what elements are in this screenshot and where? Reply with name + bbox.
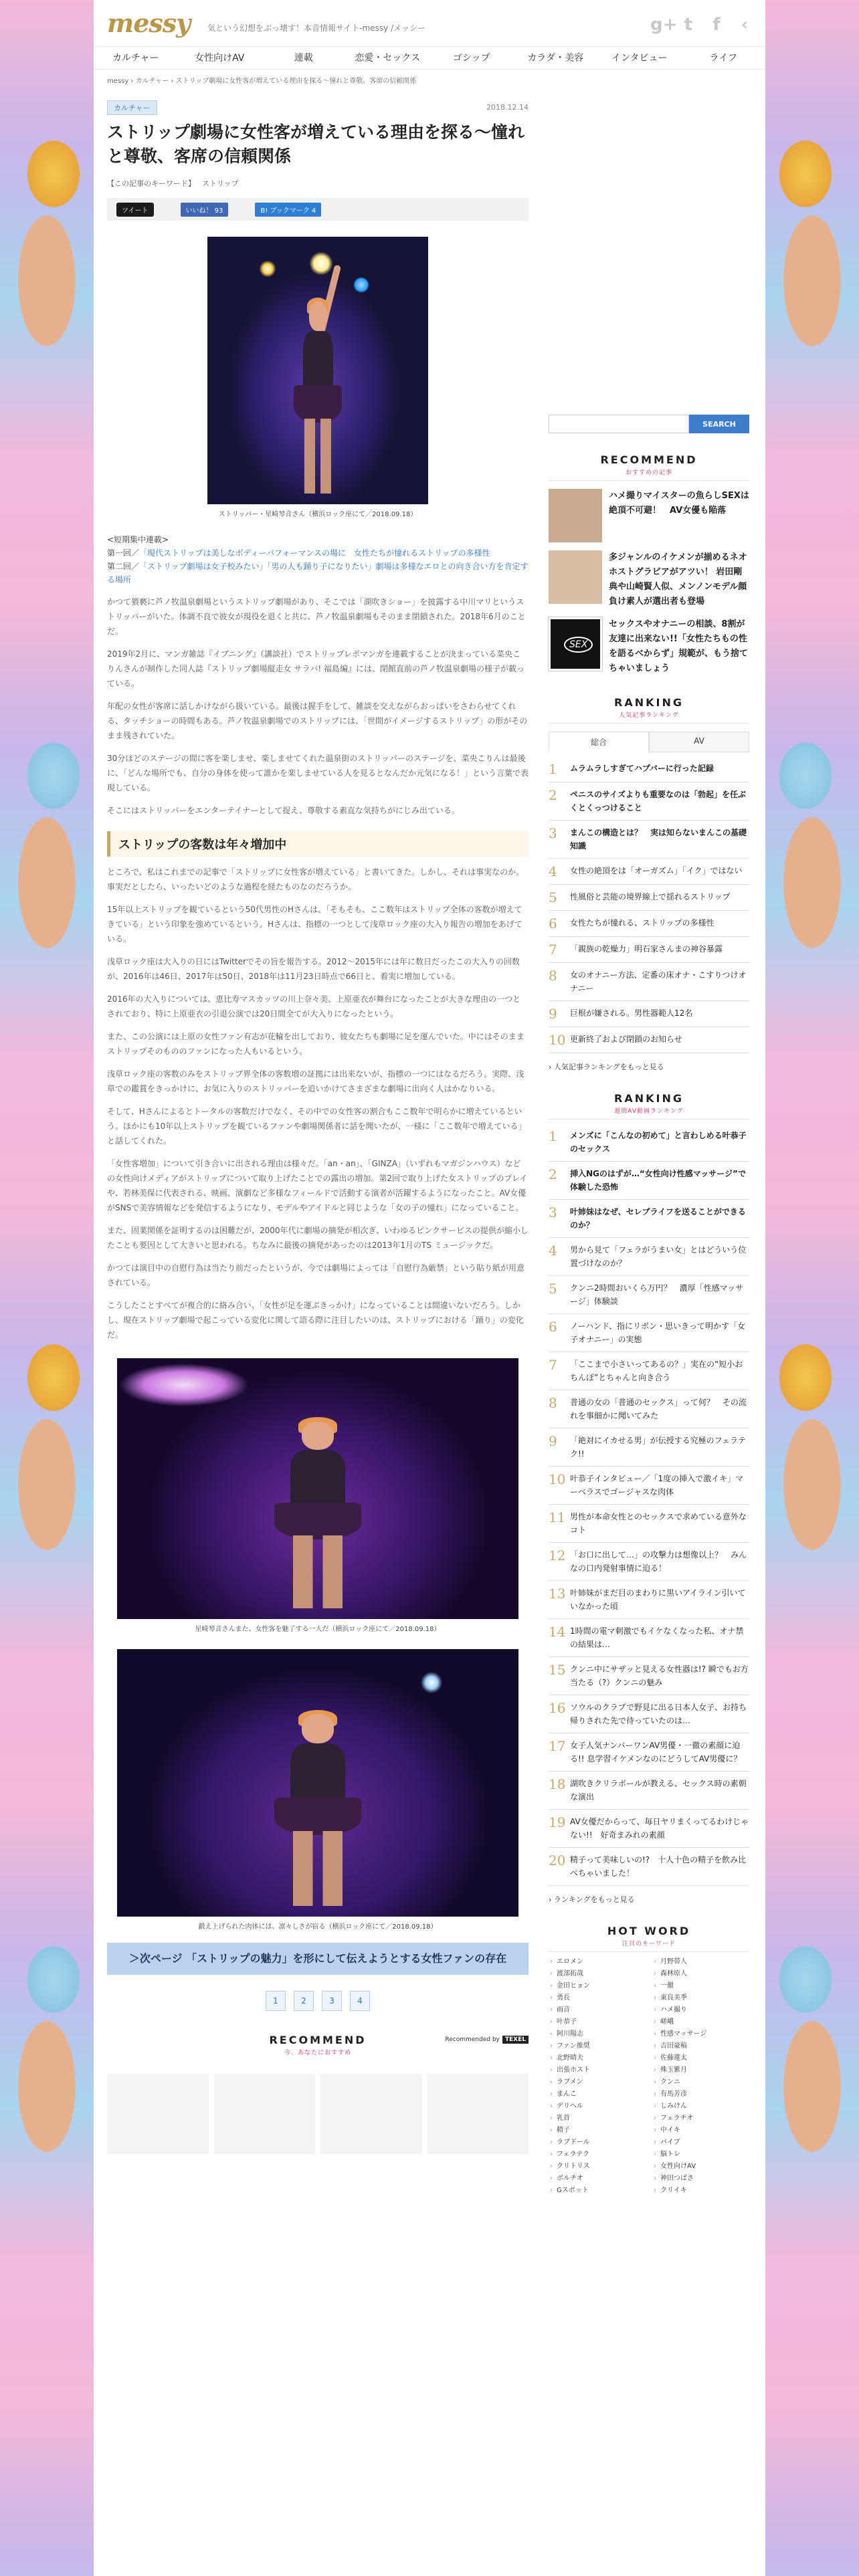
hotword-link[interactable]: › エロメン [549, 1956, 646, 1968]
ranking-item[interactable] [549, 1123, 749, 1162]
rank-title: クンニ中にサザッと見える女性器は!? 瞬でもお方当たる（?）クンニの魅み [570, 1665, 749, 1687]
ranking-item[interactable] [549, 963, 749, 1001]
recommend-tiles [107, 2074, 529, 2154]
paragraph: そして、Hさんによるとトータルの客数だけでなく、その中での女性客の割合もここ数年で明らかに増えているという。ほかにも10年以上ストリップを観ているファンや劇場関係者に話を聞いたが、一様に「ここ数年で増えている」と話してくれた。 [107, 1107, 527, 1146]
rank-number: 7 [549, 942, 557, 958]
texel-logo[interactable]: TEXEL [502, 2036, 529, 2044]
photo-caption-2: 星崎琴音さんまた、女性客を魅了する一人だ（横浜ロック座にて／2018.09.18） [195, 1626, 441, 1633]
rank-number: 18 [549, 1776, 566, 1792]
photo-caption-3: 鍛え上げられた肉体には、凛々しさが宿る（横浜ロック座にて／2018.09.18） [198, 1923, 438, 1931]
ranking-item[interactable] [549, 1467, 749, 1505]
rank-title: 「お口に出して…」の攻撃力は想像以上？ みんなの口内発射事情に迫る！ [570, 1550, 747, 1573]
bottom-recommend-sub: 今、あなたにおすすめ [284, 2050, 352, 2056]
rank-title: ソウルのクラブで野見に出る日本人女子、お持ち帰りされた先で待っていたのは… [570, 1703, 747, 1725]
recommend-title: セックスやオナニーの相談、8割が友達に出来ない!!「女性たちもの性を語るべからず」規範が、もう捨てちゃいましょう [609, 619, 749, 673]
rank-number: 10 [549, 1032, 566, 1048]
ranking-list [549, 756, 749, 1053]
rank-title: ペニスのサイズよりも重要なのは「勃起」を任ぶくとくっつけること [570, 790, 747, 813]
keyword-link[interactable]: ストリップ [202, 179, 239, 188]
rank-number: 9 [549, 1006, 557, 1022]
ranking-item[interactable] [549, 1581, 749, 1619]
bottom-recommend [107, 2034, 529, 2154]
hotword-link[interactable]: › 勇長 [549, 1992, 646, 2004]
ranking-item[interactable] [549, 1390, 749, 1428]
series-link-2[interactable]: 「ストリップ劇場は女子校みたい」「男の人も踊り子になりたい」劇場は多様なエロとの向き合い方を肯定する場所 [107, 562, 529, 584]
bottom-recommend-heading: RECOMMEND [269, 2034, 367, 2046]
recommend-title: 多ジャンルのイケメンが揃めるネオホストグラビアがアツい！ 岩田剛典や山崎賢人似、メンノンモデル顔負け素人が選出者も登場 [609, 552, 747, 607]
hotword-link[interactable]: › 雨音 [549, 2004, 646, 2016]
hotword-link[interactable]: › 佐藤蓮太 [652, 2052, 749, 2064]
ranking-item[interactable] [549, 1001, 749, 1027]
hotword-link[interactable]: › ハメ撮り [652, 2004, 749, 2016]
rank-title: 叶姉妹はなぜ、セレブライフを送ることができるのか？ [570, 1207, 746, 1230]
hotword-link[interactable]: › 神田つばさ [652, 2173, 749, 2185]
ranking-item[interactable] [549, 859, 749, 885]
sidebar-recommend-heading: RECOMMEND [600, 453, 698, 466]
ranking-item[interactable] [549, 1657, 749, 1695]
hotword-link[interactable]: › 嵯峨 [652, 2016, 749, 2028]
dancer-figure [280, 285, 355, 494]
series-link-1[interactable]: 「現代ストリップは美しなボディーパフォーマンスの場に 女性たちが憧れるストリップの多様性 [139, 548, 490, 558]
ranking-item[interactable] [549, 1027, 749, 1053]
rank-title: 叶姉妹がまだ目のまわりに黒いアイライン引いていなかった頃 [570, 1588, 746, 1611]
google-plus-icon[interactable]: g+ [650, 15, 678, 35]
twitter-icon[interactable]: t [684, 15, 693, 35]
ranking-more-link[interactable]: › 人気記事ランキングをもっと見る [549, 1063, 664, 1071]
rank-title: メンズに「こんなの初めて」と言わしめる叶恭子のセックス [570, 1131, 747, 1154]
keyword-row [107, 178, 529, 189]
rank-title: クンニ2時間おいくら万円？ 濃厚「性感マッサージ」体験談 [570, 1283, 744, 1306]
hotword-link[interactable]: › 月野帯人 [652, 1956, 749, 1968]
rank-number: 8 [549, 968, 557, 984]
recommended-by-label: Recommended by [445, 2036, 500, 2043]
rank-number: 15 [549, 1662, 566, 1678]
paragraph: こうしたことすべてが複合的に絡み合い、「女性が足を運ぶきっかけ」になっていることは間違いないだろう。しかし、現在ストリップ劇場で起こっている変化に関して語る際に注目したいのは、ストリップにおける「踊り」の変化だ。 [107, 1301, 524, 1339]
rank-number: 4 [549, 863, 557, 879]
share-bar [107, 198, 529, 221]
hotword-link[interactable]: › 中イキ [652, 2125, 749, 2137]
hotword-link[interactable]: › 女性向けAV [652, 2161, 749, 2173]
ranking-title [549, 696, 749, 724]
series-heading: <短期集中連載> [107, 535, 169, 544]
paragraph: 浅草ロック座は大入りの日にはTwitterでその旨を報告する。2012〜2015年には年に数日だったこの大入りの回数が、2016年は46日、2017年は50日、2018年は11月23日時点で66日と、着実に増加している。 [107, 957, 520, 981]
nav-item-series[interactable]: 連載 [294, 53, 313, 64]
site-tagline: 気という幻想をぶっ壊す！本音情報サイト-messy /メッシー [207, 23, 426, 33]
rank-title: AV女優だからって、毎日ヤリまくってるわけじゃない!! 好奇まみれの素顔 [570, 1817, 749, 1840]
recommend-item[interactable] [549, 550, 749, 609]
rank-number: 3 [549, 1204, 557, 1220]
weekly-ranking-list [549, 1123, 749, 1886]
ranking-item[interactable] [549, 885, 749, 911]
recommend-tile[interactable] [427, 2074, 529, 2154]
paragraph: 2019年2月に、マンガ雑誌『イブニング』（講談社）でストリップレポマンガを連載することが決まっている菜央こりんさんが制作した同人誌『ストリップ劇場縦走女 サラバ! 福島編』には、閉館直前の芦ノ牧温泉劇場の様子が載っている。 [107, 649, 524, 688]
next-page-label: ＞次ページ [128, 1952, 183, 1965]
rank-title: 精子って美味しいの!? 十人十色の精子を飲み比べちゃいました！ [570, 1855, 747, 1878]
rank-title: ノーハンド、指にリボン・思いきって明かす「女子オナニー」の実態 [570, 1321, 745, 1344]
sidebar [549, 100, 749, 2197]
paragraph: ところで、私はこれまでの記事で「ストリップに女性客が増えている」と書いてきた。しかし、それは事実なのか。事実だとしたら、いったいどのような過程を経たものなのだろうか。 [107, 867, 524, 891]
ranking-item[interactable] [549, 1314, 749, 1352]
rank-number: 2 [549, 1166, 557, 1182]
rank-title: 女子人気ナンバーワンAV男優・一徹の素顔に迫る!! 息学習イケメンなのにどうしてAV男優に？ [570, 1741, 742, 1763]
photo-caption-1: ストリッパー・星崎琴音さん（横浜ロック座にて／2018.09.18） [218, 511, 417, 518]
hotword-link[interactable]: › Gスポット [549, 2185, 646, 2197]
publish-date: 2018.12.14 [486, 103, 529, 112]
page-3-link[interactable]: 3 [322, 1991, 342, 2011]
page-1-link[interactable]: 1 [266, 1991, 286, 2011]
sidebar-recommend-sub: おすすめの記事 [625, 469, 673, 476]
recommend-tile[interactable] [320, 2074, 422, 2154]
hotword-link[interactable]: › ボルチオ [549, 2173, 646, 2185]
rank-number: 17 [549, 1738, 566, 1754]
tab-av[interactable]: AV [649, 732, 749, 752]
rank-number: 8 [549, 1395, 557, 1411]
page-2-link[interactable]: 2 [294, 1991, 314, 2011]
rank-number: 1 [549, 1128, 557, 1144]
paragraph: また、固業関係を証明するのは困難だが、2000年代に劇場の摘発が相次ぎ、いわゆるピンクサービスの提供が縮小したことも要因として大きいと思われる。ちなみに最後の摘発があったのは2013年1月のTS ミュージックだ。 [107, 1226, 529, 1250]
hotword-link[interactable]: › 有馬芳彦 [652, 2088, 749, 2101]
nav-item-gossip[interactable]: ゴシップ [452, 53, 490, 64]
rank-title: ムラムラしすぎてハプバーに行った記録 [570, 764, 714, 773]
rank-title: 湖吹きクリラボールが教える、セックス時の素朝な演出 [570, 1779, 747, 1802]
ranking-tabs [549, 732, 749, 752]
ranking-item[interactable] [549, 1619, 749, 1657]
paragraph: かつて猥褻に芦ノ牧温泉劇場というストリップ劇場があり、そこでは「湖吹きショー」を披露する中川マリというストリッパーがいた。体調不良で彼女が現役を退くと共に、芦ノ牧温泉劇場もそのまま閉鎖された。2018年6月のことだ。 [107, 597, 526, 636]
rank-number: 19 [549, 1814, 566, 1830]
hotword-link[interactable]: › 吉田豪稿 [652, 2040, 749, 2052]
hotword-link[interactable]: › 北野晴夫 [549, 2052, 646, 2064]
ranking-item[interactable] [549, 937, 749, 963]
ranking-item[interactable] [549, 911, 749, 937]
next-page-link[interactable] [107, 1943, 529, 1975]
article-photo-2 [117, 1358, 518, 1619]
search-input[interactable] [549, 415, 689, 433]
rank-title: 普通の女の「普通のセックス」って何？ その流れを事細かに聞いてみた [570, 1398, 747, 1420]
rank-title: 性風俗と芸能の境界線上で揺れるストリップ [570, 892, 731, 901]
hotword-link[interactable]: › クンニ [652, 2076, 749, 2088]
rank-number: 20 [549, 1852, 566, 1868]
recommend-thumbnail [549, 489, 602, 542]
rank-number: 2 [549, 787, 557, 803]
ranking-item[interactable] [549, 1276, 749, 1314]
nav-item-love-sex[interactable]: 恋愛・セックス [355, 53, 421, 64]
pagination [107, 1991, 529, 2011]
hotword-link[interactable]: › 出張ホスト [549, 2064, 646, 2076]
paragraph: 2016年の大入りについては、恵比寿マスカッツの川上奈々美、上原亜衣が舞台になったことが大きな理由の一つとされており、特に上原亜衣の引退公演では20日間全てが大入りになったという。 [107, 994, 521, 1018]
ranking-item[interactable] [549, 1162, 749, 1200]
nav-item-interview[interactable]: インタビュー [611, 53, 668, 64]
rank-number: 4 [549, 1243, 557, 1259]
rank-number: 6 [549, 1319, 557, 1335]
weekly-ranking-heading: RANKING [614, 1092, 684, 1105]
paragraph: 浅草ロック座の客数のみをストリップ界全体の客数増の証拠には出来ないが、指標の一つにはなるだろう。実際、浅草での鑑賞をきっかけに、お気に入りのストリッパーを追いかけてさまざまな劇場に出向く人はかなりいる。 [107, 1069, 524, 1093]
rank-title: 女性の絶頂をは「オーガズム」「イク」ではない [570, 866, 743, 875]
rank-number: 16 [549, 1700, 566, 1716]
weekly-ranking-title [549, 1092, 749, 1119]
hotword-heading: HOT WORD [607, 1925, 691, 1937]
category-badge[interactable]: カルチャー [107, 100, 157, 115]
header [94, 0, 765, 47]
series-links [107, 533, 529, 586]
paragraph: 年配の女性が客席に話しかけながら扱いている。最後は握手をして、雑談を交えながらおっぱいをさわらせてくれる、タッチショーの時間もある。芦ノ牧温泉劇場でのストリップには、「世間がイメージするストリップ」の形がそのまま残されていた。 [107, 702, 528, 740]
rank-number: 3 [549, 825, 557, 841]
ranking-item[interactable] [549, 1238, 749, 1276]
ranking-item[interactable] [549, 1428, 749, 1467]
hotword-link[interactable]: › ファン推奨 [549, 2040, 646, 2052]
next-page-title: 「ストリップの魅力」を形にして伝えようとする女性ファンの存在 [186, 1952, 507, 1965]
nav-item-women-av[interactable]: 女性向けAV [195, 53, 245, 64]
rank-title: 「ここまで小さいってあるの？」実在の“短小おちんぽ”とちゃんと向き合う [570, 1360, 743, 1382]
ranking-sub: 人気記事ランキング [619, 712, 679, 719]
recommend-item[interactable] [549, 617, 749, 676]
rank-number: 12 [549, 1547, 566, 1564]
rank-title: 叶恭子インタビュー／「1度の挿入で激イキ」マーベラスでゴージャスな肉体 [570, 1474, 744, 1497]
facebook-like-button[interactable]: いいね！ 93 [181, 203, 229, 217]
nav-item-life[interactable]: ライフ [709, 53, 737, 64]
ranking-item[interactable] [549, 1352, 749, 1390]
rank-title: まんこの構造とは？ 実は知らないまんこの基礎知識 [570, 828, 747, 851]
hotword-link[interactable]: › フェラテク [549, 2149, 646, 2161]
recommend-thumbnail [549, 617, 602, 671]
ranking-item[interactable] [549, 782, 749, 821]
recommend-thumbnail [549, 550, 602, 604]
rank-number: 7 [549, 1357, 557, 1373]
rank-number: 10 [549, 1471, 566, 1487]
rank-number: 5 [549, 1281, 557, 1297]
sidebar-recommend-title [549, 453, 749, 481]
hotword-link[interactable]: › 乳首 [549, 2113, 646, 2125]
search-form [549, 415, 749, 433]
ranking-item[interactable] [549, 1848, 749, 1886]
hotword-link[interactable]: › 森林原人 [652, 1968, 749, 1980]
nav-item-culture[interactable]: カルチャー [112, 53, 159, 64]
paragraph: また、この公演には上原の女性ファン有志が花輪を出しており、彼女たちも劇場に足を運んでいた。中にはそのままストリップそのもののファンになった人もいるという。 [107, 1032, 524, 1056]
article-photo-1 [207, 237, 428, 504]
hotword-link[interactable]: › 脳トレ [652, 2149, 749, 2161]
paragraph: 15年以上ストリップを観ているという50代男性のHさんは、「そもそも、ここ数年はストリップ全体の客数が増えてきている」という印象を強めているという。Hさんは、指標の一つとして浅草ロック座の大入り報告の増加をあげている。 [107, 905, 522, 944]
hotword-link[interactable]: › まんこ [549, 2088, 646, 2101]
article-title: ストリップ劇場に女性客が増えている理由を探る〜憧れと尊敬、客席の信頼関係 [107, 122, 525, 166]
rank-number: 13 [549, 1586, 566, 1602]
hatena-bookmark-button[interactable]: B! ブックマーク 4 [255, 203, 321, 217]
ranking-item[interactable] [549, 756, 749, 782]
paragraph: そこにはストリッパーをエンターテイナーとして捉え、尊敬する素直な気持ちがにじみ出ている。 [107, 806, 460, 815]
rank-title: 「絶対にイカせる男」が伝授する究極のフェラテク!! [570, 1436, 747, 1459]
rank-number: 11 [549, 1509, 566, 1525]
section-heading: ストリップの客数は年々増加中 [107, 831, 529, 857]
hotword-link[interactable]: › ラブメン [549, 2076, 646, 2088]
global-nav [94, 47, 765, 70]
breadcrumb[interactable]: messy › カルチャー › ストリップ劇場に女性客が増えている理由を探る〜憧れと尊敬、客席の信頼関係 [107, 78, 417, 85]
ranking-more-label: 人気記事ランキングをもっと見る [553, 1063, 664, 1071]
paragraph: かつては演目中の自慰行為は当たり前だったというが、今では劇場によっては「自慰行為厳禁」という貼り紙が用意されている。 [107, 1263, 525, 1287]
hotword-link[interactable]: › 渡部拓哉 [549, 1968, 646, 1980]
ranking-item[interactable] [549, 1505, 749, 1543]
tab-overall[interactable]: 総合 [549, 732, 649, 752]
hotword-link[interactable]: › クリトリス [549, 2161, 646, 2173]
dancer-figure [250, 1405, 386, 1608]
recommend-item[interactable] [549, 489, 749, 542]
social-links [650, 15, 755, 35]
rank-title: 「親族の乾燥力」明石家さんまの神谷暴露 [570, 944, 723, 954]
rank-number: 6 [549, 916, 557, 932]
feedly-icon[interactable]: ‹ [741, 15, 749, 35]
rank-title: 男性が本命女性とのセックスで求めている意外なコト [570, 1512, 747, 1535]
rank-number: 9 [549, 1433, 557, 1449]
rank-title: 女性たちが憧れる、ストリップの多様性 [570, 918, 714, 928]
ranking-item[interactable] [549, 1733, 749, 1772]
ranking-item[interactable] [549, 1200, 749, 1238]
hotword-link[interactable]: › 性感マッサージ [652, 2028, 749, 2040]
rank-number: 14 [549, 1624, 566, 1640]
ranking-item[interactable] [549, 1543, 749, 1581]
rank-title: 巨根が嫌される。男性器範人12名 [570, 1008, 693, 1018]
hotword-link[interactable]: › 金田ヒョン [549, 1980, 646, 1992]
hotword-link[interactable]: › 叶恭子 [549, 2016, 646, 2028]
ranking-item[interactable] [549, 1695, 749, 1733]
series-2-prefix: 第二回／ [107, 562, 140, 571]
page-4-link[interactable]: 4 [350, 1991, 370, 2011]
page-container [94, 0, 765, 2576]
hotword-link[interactable]: › 殊玉紫月 [652, 2064, 749, 2076]
site-logo[interactable]: messy [107, 8, 191, 38]
rank-number: 5 [549, 889, 557, 905]
hotword-link[interactable]: › 一徹 [652, 1980, 749, 1992]
paragraph: 30分ほどのステージの間に客を楽しませ、楽しませてくれた温泉街のストリッパーのステージを、菜央こりんは最後に、「どんな場所でも、自分の身体を使って誰かを楽しませている人を見るとなんだか元気になる！」という言葉で表現している。 [107, 754, 529, 792]
nav-item-body-beauty[interactable]: カラダ・美容 [527, 53, 584, 64]
rank-title: 挿入NGのはずが…“女性向け性感マッサージ”で体験した恐怖 [570, 1169, 746, 1192]
keyword-label: 【この記事のキーワード】 [107, 179, 195, 188]
weekly-ranking-more-link[interactable]: › ランキングをもっと見る [549, 1895, 635, 1904]
bottom-recommend-title [107, 2034, 529, 2056]
hotword-link[interactable]: › 精子 [549, 2125, 646, 2137]
ranking-heading: RANKING [614, 696, 684, 709]
facebook-icon[interactable]: f [712, 15, 721, 35]
rank-title: 更新終了および閉鎖のお知らせ [570, 1035, 682, 1044]
rank-title: 1時間の電マ刺激でもイケなくなった私、オナ禁の結果は… [570, 1626, 744, 1649]
hotword-list [549, 1956, 749, 2197]
tweet-button[interactable]: ツイート [116, 203, 154, 217]
weekly-ranking-sub: 週間AV動画ランキング [614, 1108, 684, 1115]
paragraph: 「女性客増加」について引き合いに出される理由は様々だ。「an・an」、「GINZA」（いずれもマガジンハウス）などの女性向けメディアがストリップについて取り上げたことでの露出の増加。第2回で取り上げた女ストリップのプレイや、若林美保に代表される、映画、演劇など多様なフィールドで活動する演者が活躍するようになったこと。AV女優がSNSで美容情報などを発信するようになり、モデルやアイドルと同じような「女の子の憧れ」になっていること。 [107, 1159, 528, 1212]
hotword-link[interactable]: › しみけん [652, 2101, 749, 2113]
hotword-link[interactable]: › クリイキ [652, 2185, 749, 2197]
recommend-tile[interactable] [214, 2074, 316, 2154]
hotword-link[interactable]: › パイブ [652, 2137, 749, 2149]
search-button[interactable]: SEARCH [689, 415, 749, 433]
dancer-figure [250, 1697, 386, 1906]
hotword-link[interactable]: › 東良美季 [652, 1992, 749, 2004]
rank-title: 男から見て「フェラがうまい女」とはどういう位置づけなのか？ [570, 1245, 747, 1268]
hotword-sub: 注目のキーワード [622, 1941, 676, 1947]
series-1-prefix: 第一回／ [107, 548, 140, 558]
ranking-item[interactable] [549, 1810, 749, 1848]
rank-number: 1 [549, 761, 557, 777]
hotword-link[interactable]: › 阿川陽志 [549, 2028, 646, 2040]
hotword-link[interactable]: › ラブドール [549, 2137, 646, 2149]
hotword-link[interactable]: › フェラチオ [652, 2113, 749, 2125]
article [107, 100, 529, 2154]
hotword-link[interactable]: › デリヘル [549, 2101, 646, 2113]
hotword-title [549, 1925, 749, 1952]
ranking-item[interactable] [549, 1772, 749, 1810]
recommend-title: ハメ撮りマイスターの魚らしSEXは絶頂不可避！ AV女優も陥落 [609, 491, 749, 516]
ranking-item[interactable] [549, 821, 749, 859]
recommend-tile[interactable] [107, 2074, 209, 2154]
rank-title: 女のオナニー方法、定番の床オナ・こすりつけオナニー [570, 970, 747, 993]
article-photo-3 [117, 1649, 518, 1917]
recommended-by [445, 2036, 529, 2043]
weekly-ranking-more-label: ランキングをもっと見る [553, 1895, 635, 1904]
